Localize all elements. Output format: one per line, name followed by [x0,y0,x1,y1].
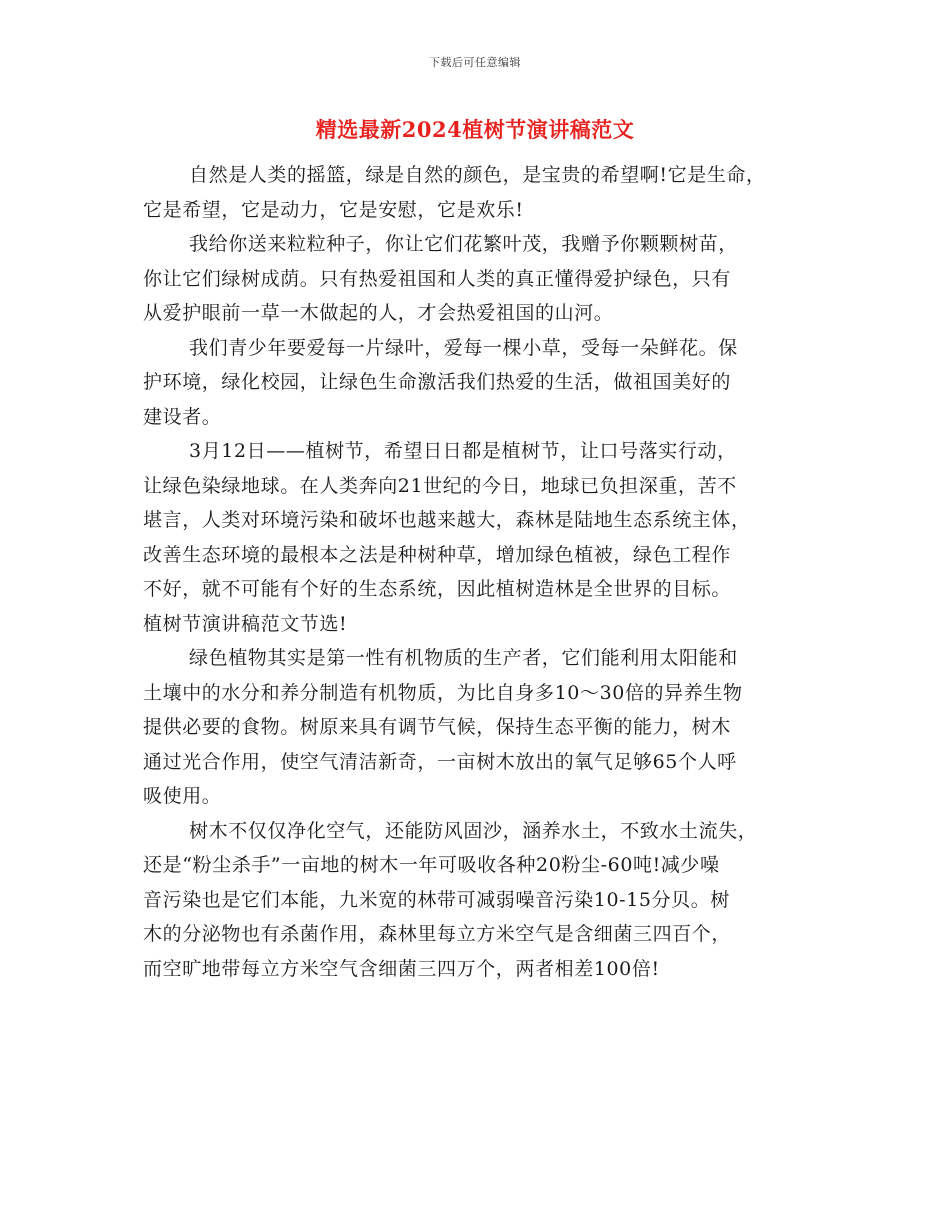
text-line: 土壤中的水分和养分制造有机物质，为比自身多10～30倍的异养生物 [143,681,743,704]
text-line: 改善生态环境的最根本之法是种树种草，增加绿色植被，绿色工程作 [143,543,732,566]
text-line: 我给你送来粒粒种子，你让它们花繁叶茂，我赠予你颗颗树苗， [189,233,738,255]
text-line: 吸使用。 [143,785,222,807]
text-line: 还是“粉尘杀手”一亩地的树木一年可吸收各种20粉尘-60吨!减少噪 [143,854,720,876]
text-line: 树木不仅仅净化空气，还能防风固沙，涵养水土，不致水土流失， [189,819,758,842]
text-line: 从爱护眼前一草一木做起的人，才会热爱祖国的山河。 [143,302,614,324]
paragraph [143,227,833,331]
header-note: 下载后可任意编辑 [429,56,521,69]
text-line: 音污染也是它们本能，九米宽的林带可减弱噪音污染10-15分贝。树 [143,888,730,911]
text-line: 通过光合作用，使空气清洁新奇，一亩树木放出的氧气足够65个人呼 [143,750,737,773]
document-title: 精选最新2024植树节演讲稿范文 [315,117,635,142]
paragraph [143,331,833,435]
text-line: 自然是人类的摇篮，绿是自然的颜色，是宝贵的希望啊!它是生命， [189,164,766,186]
text-line: 让绿色染绿地球。在人类奔向21世纪的今日，地球已负担深重，苦不 [143,474,737,497]
text-line: 建设者。 [143,405,222,428]
text-line: 我们青少年要爱每一片绿叶，爱每一棵小草，受每一朵鲜花。保 [189,336,738,359]
paragraph [143,158,833,227]
text-line: 绿色植物其实是第一性有机物质的生产者，它们能利用太阳能和 [189,647,738,669]
text-line: 堪言，人类对环境污染和破坏也越来越大，森林是陆地生态系统主体， [143,509,751,531]
paragraph [143,814,833,987]
text-line: 护环境，绿化校园，让绿色生命激活我们热爱的生活，做祖国美好的 [143,371,732,393]
text-line: 木的分泌物也有杀菌作用，森林里每立方米空气是含细菌三四百个， [143,923,732,945]
paragraph [143,641,833,814]
paragraph [143,434,833,641]
text-line: 而空旷地带每立方米空气含细菌三四万个，两者相差100倍! [143,957,660,980]
text-line: 不好，就不可能有个好的生态系统，因此植树造林是全世界的目标。 [143,578,732,600]
text-line: 提供必要的食物。树原来具有调节气候，保持生态平衡的能力，树木 [143,716,732,738]
text-line: 你让它们绿树成荫。只有热爱祖国和人类的真正懂得爱护绿色，只有 [143,267,732,290]
text-line: 它是希望，它是动力，它是安慰，它是欢乐! [143,198,524,221]
text-line: 3月12日——植树节，希望日日都是植树节，让口号落实行动， [189,440,737,462]
text-line: 植树节演讲稿范文节选! [143,612,348,635]
document-body [143,158,833,986]
